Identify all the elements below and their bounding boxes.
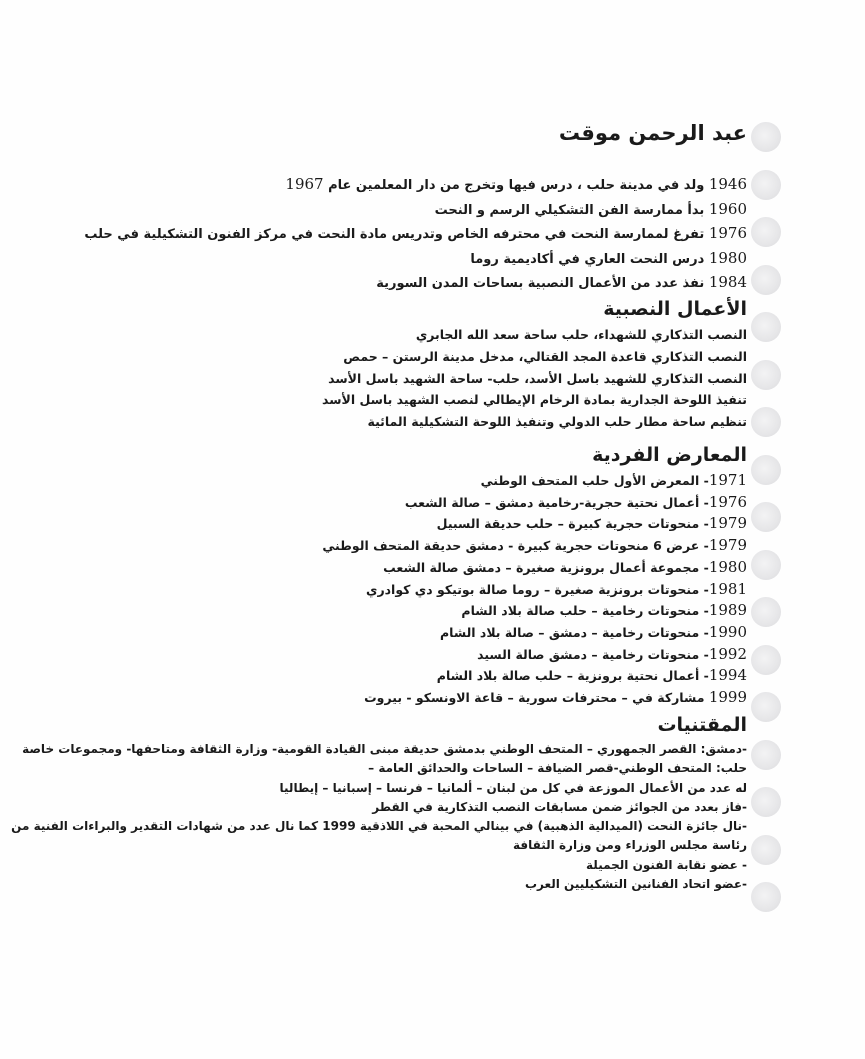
public-works-section <box>107 296 747 433</box>
exhibition-item: 1999 مشاركة في – محترفات سورية – قاعة الاونسكو - بيروت <box>364 688 747 707</box>
acquisition-item: - عضو نقابة الفنون الجميلة <box>586 857 747 872</box>
binder-hole <box>751 360 781 390</box>
acquisition-item: -عضو اتحاد الفنانين التشكيليين العرب <box>524 877 747 892</box>
binder-hole <box>751 265 781 295</box>
binder-hole <box>751 170 781 200</box>
bio-line: 1946 ولد في مدينة حلب ، درس فيها وتخرج من دار المعلمين عام 1967 <box>285 175 747 193</box>
binder-hole <box>751 692 781 722</box>
exhibition-item: 1979- منحوتات حجرية كبيرة – حلب حديقة السبيل <box>436 514 747 533</box>
public-work-item: النصب التذكاري للشهداء، حلب ساحة سعد الله الجابري <box>415 327 747 342</box>
acquisition-item: حلب: المتحف الوطني-قصر الضيافة – الساحات والحدائق العامة – <box>368 761 747 776</box>
binder-hole <box>751 740 781 770</box>
acquisition-item: -فاز بعدد من الجوائز ضمن مسابقات النصب التذكارية في القطر <box>372 799 747 814</box>
binder-hole <box>751 550 781 580</box>
binder-hole <box>751 502 781 532</box>
bio-line: 1984 نفذ عدد من الأعمال النصبية بساحات المدن السورية <box>376 273 747 291</box>
public-works-title: الأعمال النصبية <box>603 298 747 320</box>
exhibition-item: 1981- منحوتات برونزية صغيرة – روما صالة بوتيكو دي كوادري <box>365 579 747 598</box>
binder-hole <box>751 835 781 865</box>
binder-hole <box>751 597 781 627</box>
binder-hole <box>751 407 781 437</box>
bio-line: 1960 بدأ ممارسة الفن التشكيلي الرسم و النحت <box>434 199 747 218</box>
acquisitions-section <box>11 712 747 894</box>
binder-hole <box>751 217 781 247</box>
exhibition-item: 1989- منحوتات رخامية – حلب صالة بلاد الشام <box>461 601 747 620</box>
binder-hole <box>751 787 781 817</box>
solo-exhibitions-title: المعارض الفردية <box>592 444 747 466</box>
public-work-item: النصب التذكاري للشهيد باسل الأسد، حلب- ساحة الشهيد باسل الأسد <box>328 370 747 386</box>
binder-hole <box>751 645 781 675</box>
public-work-item: تنظيم ساحة مطار حلب الدولي وتنفيذ اللوحة التشكيلية المائية <box>367 414 747 430</box>
public-work-item: تنفيذ اللوحة الجدارية بمادة الرخام الإيطالي لنصب الشهيد باسل الأسد <box>322 392 747 408</box>
acquisitions-title: المقتنيات <box>657 714 747 736</box>
binder-hole <box>751 455 781 485</box>
biography-section <box>84 173 747 296</box>
exhibition-item: 1979- عرض 6 منحوتات حجرية كبيرة - دمشق حديقة المتحف الوطني <box>322 536 747 555</box>
binder-hole <box>751 882 781 912</box>
public-work-item: النصب التذكاري قاعدة المجد القتالي، مدخل مدينة الرستن – حمص <box>343 348 747 364</box>
solo-exhibitions-section <box>107 442 747 709</box>
acquisition-item: رئاسة مجلس الوزراء ومن وزارة الثقافة <box>513 838 747 853</box>
exhibition-item: 1990- منحوتات رخامية – دمشق – صالة بلاد الشام <box>440 622 747 641</box>
binder-hole <box>751 122 781 152</box>
acquisition-item: -نال جائزة النحت (الميدالية الذهبية) في بينالي المحبة في اللاذقية 1999 كما نال عدد من شهادات التقدير والبراءات الفنية من <box>11 819 747 834</box>
acquisition-item: -دمشق: القصر الجمهوري – المتحف الوطني بدمشق حديقة مبنى القيادة القومية- وزارة الثقافة ومتاحفها- ومجموعات خاصة <box>22 742 747 756</box>
bio-line: 1980 درس النحت العاري في أكاديمية روما <box>470 248 747 267</box>
bio-line: 1976 تفرغ لممارسة النحت في محترفه الخاص وتدريس مادة النحت في مركز الفنون التشكيلية في حلب <box>84 224 747 242</box>
exhibition-item: 1971- المعرض الأول حلب المتحف الوطني <box>480 471 747 489</box>
artist-name: عبد الرحمن موقت <box>558 121 747 145</box>
exhibition-item: 1976- أعمال نحتية حجرية-رخامية دمشق – صالة الشعب <box>404 492 747 511</box>
exhibition-item: 1992- منحوتات رخامية – دمشق صالة السيد <box>477 644 747 663</box>
exhibition-item: 1994- أعمال نحتية برونزية – حلب صالة بلاد الشام <box>436 666 747 685</box>
exhibition-item: 1980- مجموعة أعمال برونزية صغيرة – دمشق صالة الشعب <box>383 557 747 576</box>
acquisition-item: له عدد من الأعمال الموزعة في كل من لبنان – ألمانيا – فرنسا – إسبانيا – إيطاليا <box>279 780 747 795</box>
binder-hole <box>751 312 781 342</box>
